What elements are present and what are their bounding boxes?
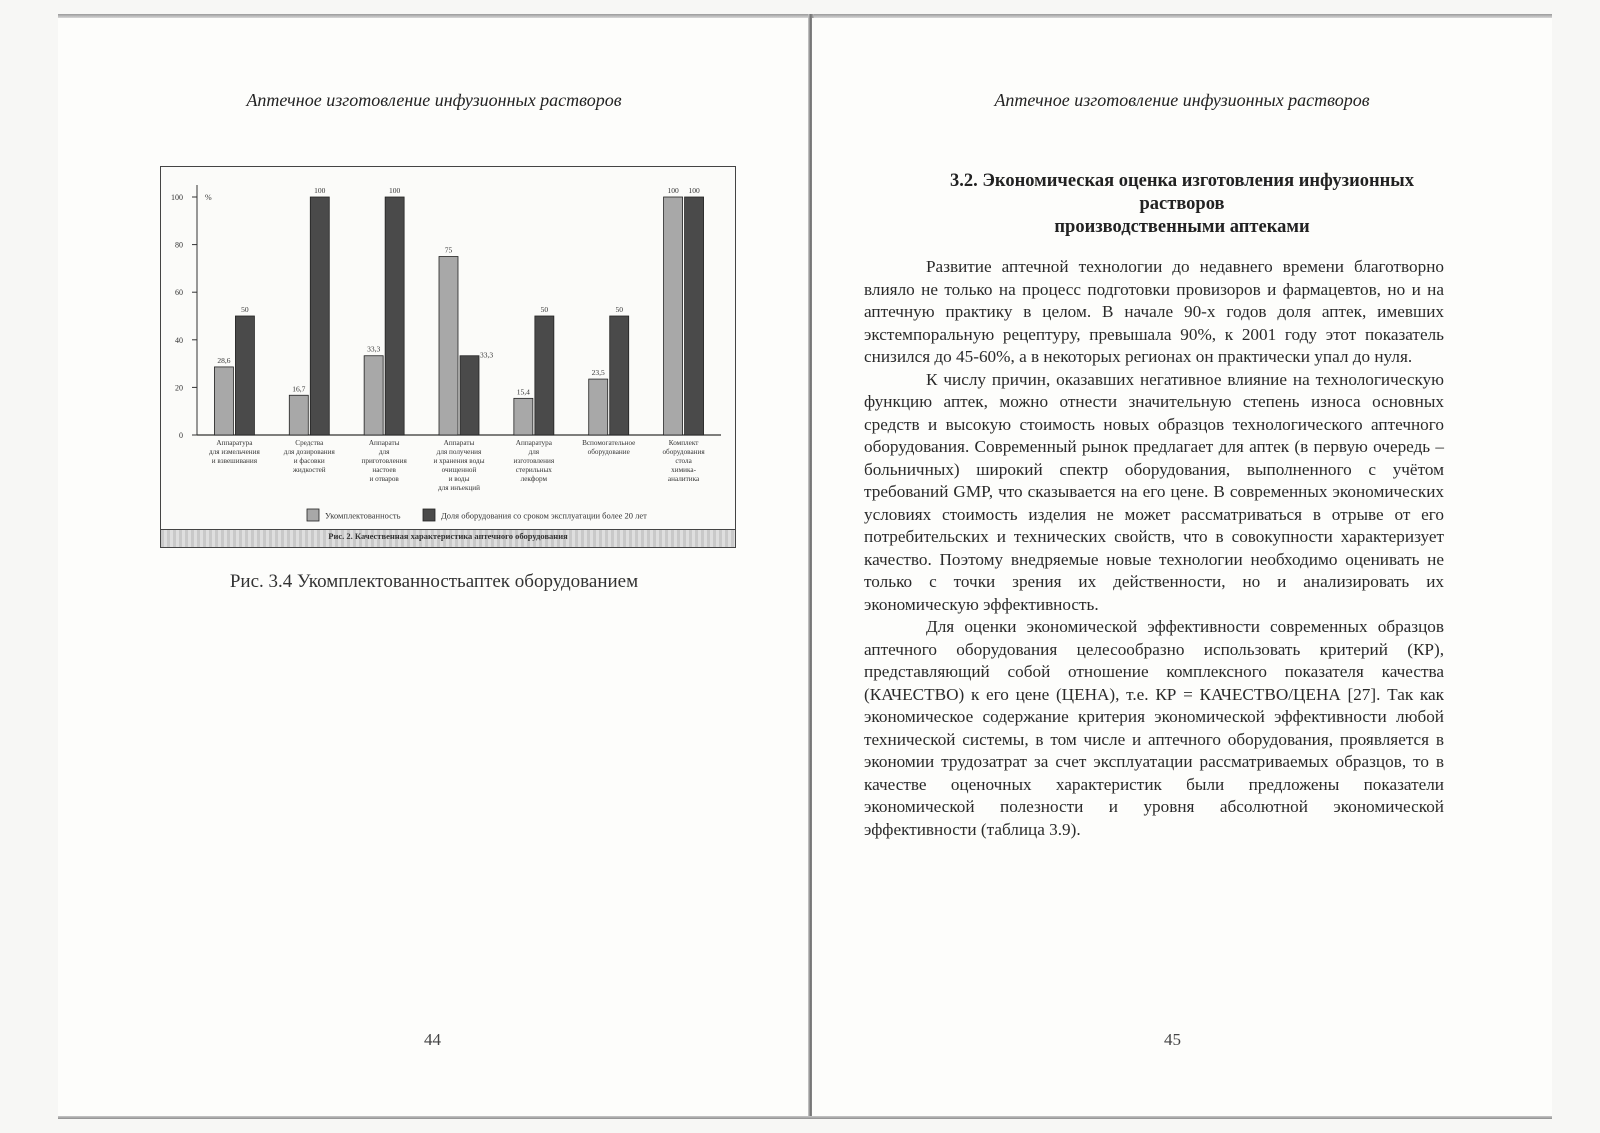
bar [235,316,254,435]
y-tick-label: 60 [175,288,183,298]
bar [664,197,683,435]
category-label: оборудование [587,448,630,456]
category-label: Комплект [668,439,699,447]
category-label: Аппаратура [515,439,552,447]
category-label: лекформ [520,475,548,483]
category-label: для дозирования [283,448,335,456]
category-label: и фасовки [293,457,325,465]
y-tick-label: 40 [175,335,183,345]
bar [685,197,704,435]
running-head-left: Аптечное изготовление инфузионных растворов [246,90,622,110]
bar [535,316,554,435]
bar [514,398,533,435]
page-number-left: 44 [424,1030,441,1049]
running-head-right: Аптечное изготовление инфузионных растворов [994,90,1370,110]
right-page [812,18,1552,1116]
y-tick-label: 0 [179,431,183,440]
bar [385,197,404,435]
legend-label-series-1: Укомплектованность [325,510,401,521]
category-label: для инъекций [438,484,480,492]
figure-equipment-chart [160,166,736,548]
category-label: стерильных [515,466,552,474]
bar-value-label: 33,3 [367,344,381,354]
figure-caption: Рис. 3.4 Укомплектованностьаптек оборудованием [229,571,639,592]
legend-swatch-series-2 [423,509,435,521]
paragraph-3: Для оценки экономической эффективности современных образцов аптечного оборудования целесообразно использовать критерий (КР), представляющий собой отношение комплексного показателя качества (КАЧЕСТВО) к его цене (ЦЕНА), т.е. КР = КАЧЕСТВО/ЦЕНА [27]. Так как экономическое содержание критерия экономической эффективности любой технической системы, в том числе и аптечного оборудования, проявляется в экономии трудозатрат за счет эксплуатации рассматриваемых образцов, то в качестве оценочных характеристик были предложены показатели экономической полезности и уровня абсолютной экономической эффективности (таблица 3.9). [864,617,1444,839]
category-label: оборудования [662,448,705,456]
category-label: Вспомогательное [582,439,636,447]
bar [460,356,479,435]
paragraph-1: Развитие аптечной технологии до недавнего времени благотворно влияло не только на процесс подготовки провизоров и фармацевтов, но и на аптечную практику в целом. В начале 90-х годов доля аптек, имевших экстемпоральную рецептуру, превышала 90%, к 2001 году этот показатель снизился до 45-60%, а в некоторых регионах он практически упал до нуля. [864,257,1444,366]
bar-value-label: 100 [688,186,700,195]
category-label: и взвешивания [211,457,258,465]
section-title [872,170,1492,239]
bar-value-label: 23,5 [591,368,605,378]
category-label: жидкостей [292,466,326,474]
bar-value-label: 28,6 [217,355,231,365]
bar [214,367,233,435]
bar-value-label: 100 [389,186,401,195]
legend-swatch-series-1 [307,509,319,521]
category-label: Аппараты [368,439,400,447]
category-label: и хранения воды [433,457,485,465]
legend-label-series-2: Доля оборудования со сроком эксплуатации более 20 лет [441,510,647,521]
category-label: и воды [448,475,470,483]
y-tick-label: 80 [175,240,183,250]
category-label: и отваров [369,475,399,483]
bar-value-label: 100 [667,186,679,195]
category-label: аналитика [667,475,700,483]
scan-edge-bottom [58,1116,1552,1119]
chart-legend [307,509,647,521]
bar-value-label: 50 [540,305,549,314]
section-title-line-2: растворов [1139,194,1225,214]
chart-bars [214,186,703,435]
bar-value-label: 15,4 [516,387,530,397]
bar-value-label: 75 [444,245,453,255]
category-label: для измельчения [209,448,260,456]
chart-category-labels [209,439,705,492]
category-label: для [528,448,540,456]
category-label: стола [675,457,692,465]
paragraph-2: К числу причин, оказавших негативное влияние на технологическую функцию аптек, можно отнести значительную степень износа основных средств и высокую стоимость новых образцов технологического аптечного оборудования. Современный рынок предлагает для аптек (в первую очередь – больничных) широкий спектр оборудования, выполненного с учётом требований GMP, что сказывается на его цене. В современных экономических условиях стоимость изделия не может рассматриваться в отрыве от его потребительских и технических свойств, что в совокупности характеризует качество. Поэтому внедряемые новые технологии необходимо оценивать не только с точки зрения их действенности, но и анализировать их экономическую эффективность. [864,369,1444,614]
chart-title: Рис. 2. Качественная характеристика аптечного оборудования [328,531,568,541]
bar-value-label: 50 [615,305,623,314]
category-label: Аппаратура [216,439,253,447]
figure-title-strip [161,529,735,547]
bar-value-label: 100 [314,186,326,195]
bar-value-label: 16,7 [292,384,306,394]
bar-chart [161,167,735,547]
category-label: Аппараты [443,439,475,447]
bar [589,379,608,435]
category-label: настоев [372,466,396,474]
bar [364,356,383,435]
bar-value-label: 33,3 [480,350,494,360]
category-label: приготовления [361,457,407,465]
category-label: очищенной [441,466,477,474]
y-tick-label: 100 [171,193,183,202]
section-title-line-3: производственными аптеками [1054,217,1310,237]
category-label: химика- [671,466,696,474]
category-label: для получения [436,448,482,456]
page-number-right: 45 [1164,1030,1181,1049]
bar [439,257,458,436]
y-tick-label: 20 [175,383,183,393]
bar-value-label: 50 [241,305,249,314]
category-label: для [378,448,390,456]
bar [310,197,329,435]
section-title-line-1: 3.2. Экономическая оценка изготовления инфузионных [949,171,1414,191]
body-text [864,256,1444,841]
bar [289,395,308,435]
left-page [58,18,810,1116]
category-label: изготовления [513,457,555,465]
y-axis-label: % [205,193,212,202]
category-label: Средства [295,439,324,447]
bar [610,316,629,435]
